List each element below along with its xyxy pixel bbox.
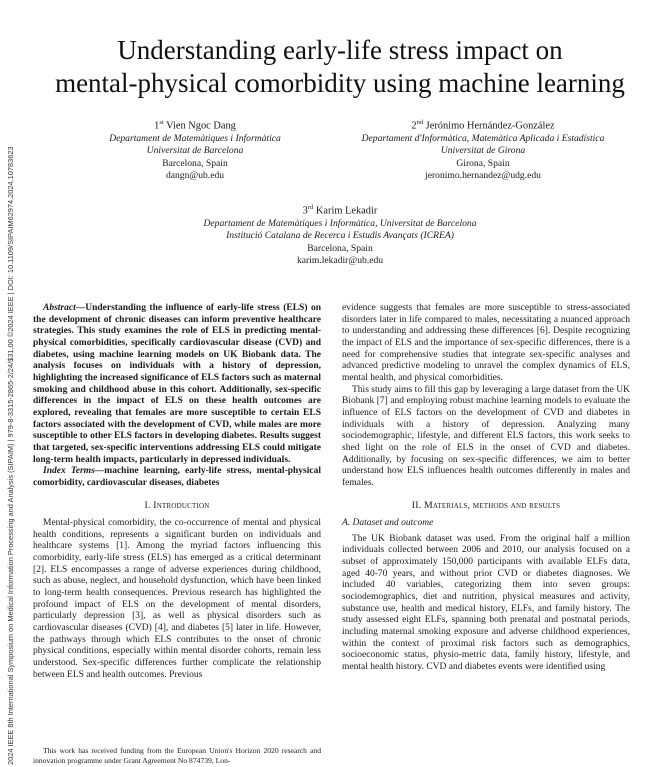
author-name: 1st Vien Ngoc Dang: [154, 119, 236, 132]
paper-title: [30, 34, 650, 100]
funding-footnote: This work has received funding from the European Union's Horizon 2020 research and innovation programme under Grant Agreement No 874739, Lon-: [33, 746, 321, 765]
author-department: Departament d'Informàtica, Matemàtica Aplicada i Estadística: [361, 132, 605, 144]
author-block-3: [130, 202, 550, 268]
author-name: 3rd Karim Lekadir: [302, 204, 378, 217]
author-department: Departament de Matemàtiques i Informàtica, Universitat de Barcelona: [203, 217, 477, 229]
doi-sidebar: [0, 0, 16, 767]
author-block-2: [318, 117, 648, 183]
author-location: Barcelona, Spain: [162, 157, 228, 169]
abstract: [33, 303, 321, 466]
author-block-1: [75, 117, 315, 183]
index-terms-text: machine learning, early-life stress, mental-physical comorbidity, cardiovascular diseases, diabetes: [33, 466, 321, 488]
index-terms-label: Index Terms—: [43, 466, 105, 477]
paper-title-line-1: Understanding early-life stress impact on: [117, 35, 563, 65]
author-name: 2nd Jerónimo Hernández-González: [411, 119, 555, 132]
subsection-heading-dataset: A. Dataset and outcome: [342, 518, 434, 529]
author-location: Girona, Spain: [456, 157, 510, 169]
right-column: [342, 303, 630, 674]
left-column: [33, 303, 321, 681]
author-institution: Universitat de Girona: [440, 145, 526, 157]
author-institution: Institució Catalana de Recerca i Estudis Avançats (ICREA): [226, 230, 454, 242]
author-email[interactable]: karim.lekadir@ub.edu: [296, 255, 384, 267]
section-heading-introduction: I. Introduction: [144, 499, 210, 511]
doi-sidebar-text: 2024 IEEE 8th International Symposium on Medical Information Processing and Analysis (SIPAIM) | 979-8-3315-2865-2/24/$31.00 ©2024 IEEE | DOI: 10.1109/SIPAIM62974.2024.10783623: [6, 146, 15, 765]
dataset-paragraph: The UK Biobank dataset was used. From the original half a million individuals collected between 2006 and 2010, our analysis focused on a subset of approximately 150,000 participants with available ELFs data, aged 40-70 years, and without prior CVD or diabetes diagnoses. We included 40 variables, categorizing them into seven groups: sociodemographics, diet and nutrition, physical measures and activity, substance use, health and medical history, ELFs, and family history. The study assessed eight ELFs, spanning both prenatal and postnatal periods, including maternal smoking exposure and adverse childhood experiences, within the context of proximal risk factors such as demographics, socioeconomic status, physio-metric data, family history, lifestyle, and mental health history. CVD and diabetes events were identified using: [342, 533, 630, 673]
author-department: Departament de Matemàtiques i Informàtica: [109, 132, 281, 144]
index-terms: [33, 466, 321, 489]
author-location: Barcelona, Spain: [307, 242, 373, 254]
paragraph: This study aims to fill this gap by leveraging a large dataset from the UK Biobank [7] and employing robust machine learning models to evaluate the influence of ELS factors on the development of CVD and diabetes in individuals with a history of depression. Analyzing many sociodemographic, lifestyle, and different ELS factors, this work seeks to shed light on the role of ELS in the onset of CVD and diabetes. Additionally, by focusing on sex-specific differences, we aim to better understand how ELS influences health outcomes differently in males and females.: [342, 384, 630, 488]
author-email[interactable]: dangn@ub.edu: [165, 170, 225, 182]
abstract-text: Understanding the influence of early-life stress (ELS) on the development of chronic diseases can inform preventive healthcare strategies. This study examines the role of ELS in predicting mental-physical comorbidities, specifically cardiovascular disease (CVD) and diabetes, using machine learning models on UK Biobank data. The analysis focuses on individuals with a history of depression, highlighting the increased significance of ELS factors such as maternal smoking and childhood abuse in this cohort. Additionally, sex-specific differences in the impact of ELS on these health outcomes are explored, revealing that females are more susceptible to certain ELS factors associated with the development of CVD, while males are more susceptible to other ELS factors in developing diabetes. Results suggest that targeted, sex-specific interventions addressing ELS could mitigate long-term health impacts, particularly in depressed individuals.: [33, 303, 321, 465]
intro-paragraph: Mental-physical comorbidity, the co-occurrence of mental and physical health conditions, represents a significant burden on individuals and healthcare systems [1]. Among the myriad factors influencing this comorbidity, early-life stress (ELS) has emerged as a critical determinant [2]. ELS encompasses a range of adverse experiences during childhood, such as abuse, neglect, and household dysfunction, which have been linked to long-term health consequences. Previous research has highlighted the profound impact of ELS on the development of mental disorders, particularly depression [3], as well as physical disorders such as cardiovascular diseases (CVD) [4], and diabetes [5] later in life. However, the pathways through which ELS contributes to the onset of chronic physical conditions, especially within mental disorder cohorts, remain less understood. Sex-specific differences further complicate the relationship between ELS and health outcomes. Previous: [33, 518, 321, 680]
abstract-label: Abstract—: [43, 303, 86, 313]
paragraph: evidence suggests that females are more susceptible to stress-associated disorders later in life compared to males, necessitating a nuanced approach to understanding and addressing these differences [6]. Despite recognizing the impact of ELS and the importance of sex-specific differences, there is a need for comprehensive studies that integrate sex-specific analyses and advanced predictive modeling to unravel the complex dynamics of ELS, mental health, and physical comorbidities.: [342, 303, 630, 383]
author-institution: Universitat de Barcelona: [146, 145, 244, 157]
author-email[interactable]: jeronimo.hernandez@udg.edu: [425, 170, 541, 182]
section-heading-methods: II. Materials, methods and results: [411, 499, 561, 511]
paper-title-line-2: mental-physical comorbidity using machine learning: [55, 68, 625, 98]
